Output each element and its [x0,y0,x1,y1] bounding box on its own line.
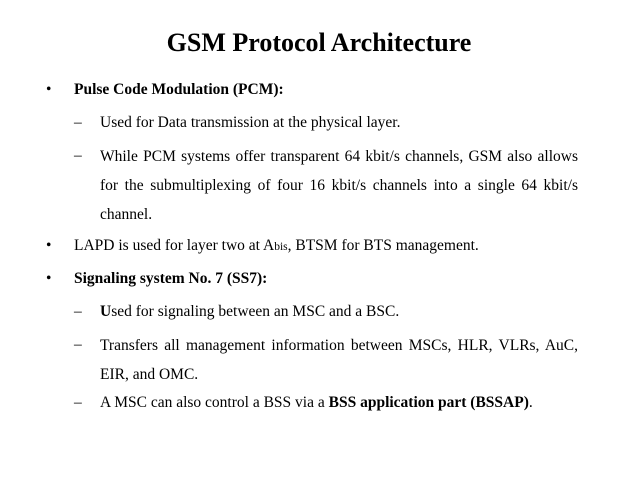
signaling-first-letter: U [100,303,112,320]
bssap-after: . [528,394,533,411]
signaling-rest: sed for signaling between an MSC and a BSC. [111,303,400,320]
sub-pcm-physical-text: Used for Data transmission at the physical layer. [100,114,401,131]
sub-pcm-submultiplexing-text: While PCM systems offer transparent 64 kbit/s channels, GSM also allows for the submultiplexing of four 16 kbit/s channels into a single 64 kbit/s channel. [100,148,578,223]
sub-ss7-transfers-text: Transfers all management information between MSCs, HLR, VLRs, AuC, EIR, and OMC. [100,337,578,383]
bullet-mark: • [46,81,52,98]
bullet-mark: • [46,270,52,287]
lapd-text-before: LAPD is used for layer two at A [74,237,275,254]
lapd-text-after: , BTSM for BTS management. [287,237,479,254]
bullet-lapd-text [74,236,479,257]
dash-mark: – [74,394,82,411]
bssap-before: A MSC can also control a BSS via a [100,394,329,411]
dash-mark: – [74,303,82,320]
sub-ss7-signaling-text [100,302,578,322]
slide-title: GSM Protocol Architecture [166,28,472,57]
dash-mark: – [74,114,82,131]
dash-mark: – [74,147,82,164]
bullet-ss7-label: Signaling system No. 7 (SS7): [74,270,268,287]
bullet-mark: • [46,237,52,254]
dash-mark: – [74,336,82,353]
bssap-bold: BSS application part (BSSAP) [328,394,529,411]
abis-subscript: bis [274,241,288,253]
bullet-pcm-label: Pulse Code Modulation (PCM): [74,81,284,98]
sub-ss7-bssap-text [100,393,578,413]
